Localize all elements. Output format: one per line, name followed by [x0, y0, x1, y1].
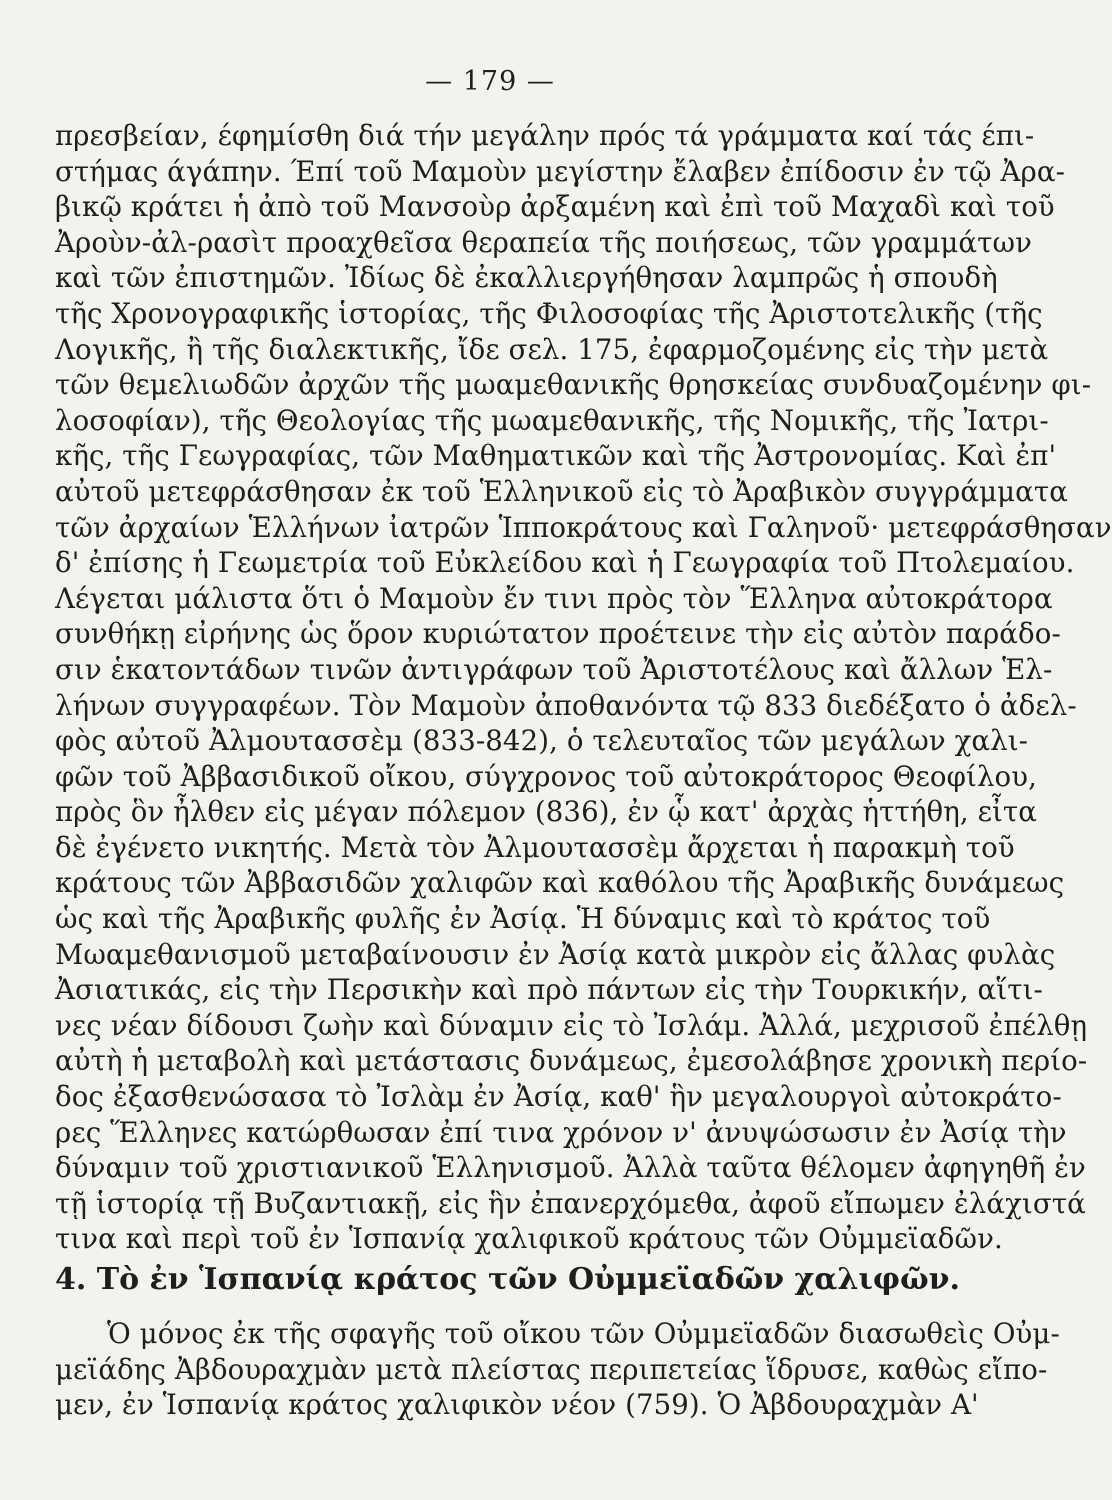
section-text — [55, 1316, 1060, 1423]
text-line: πρὸς ὃν ἦλθεν εἰς μέγαν πόλεμον (836), ἐν ᾧ κατ' ἀρχὰς ἡττήθη, εἶτα — [55, 795, 1037, 829]
text-line: κῆς, τῆς Γεωγραφίας, τῶν Μαθηματικῶν καὶ τῆς Ἀστρονομίας. Καὶ ἐπ' — [55, 439, 1057, 473]
text-line: ὡς καὶ τῆς Ἀραβικῆς φυλῆς ἐν Ἀσίᾳ. Ἡ δύναμις καὶ τὸ κράτος τοῦ — [55, 902, 991, 936]
text-line: δ' ἐπίσης ἡ Γεωμετρία τοῦ Εὐκλείδου καὶ ἡ Γεωγραφία τοῦ Πτολεμαίου. — [55, 546, 1075, 580]
text-line: Ἀσιατικάς, εἰς τὴν Περσικὴν καὶ πρὸ πάντων εἰς τὴν Τουρκικήν, αἵτι- — [55, 973, 1043, 1007]
text-line: μεν, ἐν Ἱσπανίᾳ κράτος χαλιφικὸν νέον (759). Ὁ Ἀβδουραχμὰν Α' — [55, 1388, 979, 1422]
text-line: τῇ ἱστορίᾳ τῇ Βυζαντιακῇ, εἰς ἣν ἐπανερχόμεθα, ἀφοῦ εἴπωμεν ἐλάχιστά — [55, 1186, 1086, 1220]
text-line: νες νέαν δίδουσι ζωὴν καὶ δύναμιν εἰς τὸ Ἰσλάμ. Ἀλλά, μεχρισοῦ ἐπέλθῃ — [55, 1008, 1088, 1042]
text-line: πρεσβείαν, έφημίσθη διά τήν μεγάλην πρός τά γράμματα καί τάς έπι- — [55, 119, 1035, 152]
text-line: φὸς αὐτοῦ Ἀλμουτασσὲμ (833-842), ὁ τελευταῖος τῶν μεγάλων χαλι- — [55, 724, 1029, 758]
text-line: δος ἐξασθενώσασα τὸ Ἰσλὰμ ἐν Ἀσίᾳ, καθ' ἣν μεγαλουργοὶ αὐτοκράτο- — [55, 1080, 1062, 1114]
text-line: δύναμιν τοῦ χριστιανικοῦ Ἑλληνισμοῦ. Ἀλλὰ ταῦτα θέλομεν ἀφηγηθῆ ἐν — [55, 1151, 1086, 1185]
text-line: τῆς Χρονογραφικῆς ἱστορίας, τῆς Φιλοσοφίας τῆς Ἀριστοτελικῆς (τῆς — [55, 296, 1043, 330]
text-line: σιν ἑκατοντάδων τινῶν ἀντιγράφων τοῦ Ἀριστοτέλους καὶ ἄλλων Ἑλ- — [55, 652, 1053, 686]
page-number: — 179 — — [425, 66, 555, 97]
text-line: καὶ τῶν ἐπιστημῶν. Ἰδίως δὲ ἐκαλλιεργήθησαν λαμπρῶς ἡ σπουδὴ — [55, 261, 998, 295]
text-line: Λέγεται μάλιστα ὅτι ὁ Μαμοὺν ἔν τινι πρὸς τὸν Ἕλληνα αὐτοκράτορα — [55, 581, 1053, 615]
text-line: στήμας άγάπην. Έπί τοῦ Μαμοὺν μεγίστην ἔλαβεν ἐπίδοσιν ἐν τῷ Ἀρα- — [55, 154, 1066, 188]
text-line: δὲ ἐγένετο νικητής. Μετὰ τὸν Ἀλμουτασσὲμ ἄρχεται ἡ παρακμὴ τοῦ — [55, 830, 1015, 864]
text-line: τῶν ἀρχαίων Ἑλλήνων ἰατρῶν Ἱπποκράτους καὶ Γαληνοῦ· μετεφράσθησαν — [55, 510, 1112, 544]
main-text — [55, 118, 1112, 1257]
section-heading: 4. Τὸ ἐν Ἱσπανίᾳ κράτος τῶν Οὐμμεϊαδῶν χαλιφῶν. — [55, 1262, 960, 1297]
text-line: τινα καὶ περὶ τοῦ ἐν Ἱσπανίᾳ χαλιφικοῦ κράτους τῶν Οὐμμεϊαδῶν. — [55, 1222, 1003, 1256]
text-line: Ἀροὺν-ἀλ-ρασὶτ προαχθεῖσα θεραπεία τῆς ποιήσεως, τῶν γραμμάτων — [55, 225, 1032, 259]
text-line: λοσοφίαν), τῆς Θεολογίας τῆς μωαμεθανικῆς, τῆς Νομικῆς, τῆς Ἰατρι- — [55, 403, 1049, 437]
text-line: ρες Ἕλληνες κατώρθωσαν ἐπί τινα χρόνον ν' ἀνυψώσωσιν ἐν Ἀσίᾳ τὴν — [55, 1115, 1067, 1149]
text-line: συνθήκῃ εἰρήνης ὡς ὅρον κυριώτατον προέτεινε τὴν εἰς αὐτὸν παράδο- — [55, 617, 1061, 651]
text-line: βικῷ κράτει ἡ ἀπὸ τοῦ Μανσοὺρ ἀρξαμένη καὶ ἐπὶ τοῦ Μαχαδὶ καὶ τοῦ — [55, 190, 1055, 224]
text-line: αὐτοῦ μετεφράσθησαν ἐκ τοῦ Ἑλληνικοῦ εἰς τὸ Ἀραβικὸν συγγράμματα — [55, 474, 1068, 508]
text-line: Λογικῆς, ἢ τῆς διαλεκτικῆς, ἴδε σελ. 175, ἐφαρμοζομένης εἰς τὴν μετὰ — [55, 332, 1049, 366]
text-line: Μωαμεθανισμοῦ μεταβαίνουσιν ἐν Ἀσίᾳ κατὰ μικρὸν εἰς ἄλλας φυλὰς — [55, 937, 1056, 971]
text-line: αὐτὴ ἡ μεταβολὴ καὶ μετάστασις δυνάμεως, ἐμεσολάβησε χρονικὴ περίο- — [55, 1044, 1088, 1078]
text-line: κράτους τῶν Ἀββασιδῶν χαλιφῶν καὶ καθόλου τῆς Ἀραβικῆς δυνάμεως — [55, 866, 1065, 900]
text-line: φῶν τοῦ Ἀββασιδικοῦ οἴκου, σύγχρονος τοῦ αὐτοκράτορος Θεοφίλου, — [55, 759, 1037, 793]
text-line: λήνων συγγραφέων. Τὸν Μαμοὺν ἀποθανόντα τῷ 833 διεδέξατο ὁ ἀδελ- — [55, 688, 1077, 722]
text-line: τῶν θεμελιωδῶν ἀρχῶν τῆς μωαμεθανικῆς θρησκείας συνδυαζομένην φι- — [55, 368, 1092, 402]
text-line: Ὁ μόνος ἐκ τῆς σφαγῆς τοῦ οἴκου τῶν Οὐμμεϊαδῶν διασωθεὶς Οὐμ- — [107, 1317, 1060, 1350]
text-line: μεϊάδης Ἀβδουραχμὰν μετὰ πλείστας περιπετείας ἵδρυσε, καθὼς εἴπο- — [55, 1352, 1048, 1386]
